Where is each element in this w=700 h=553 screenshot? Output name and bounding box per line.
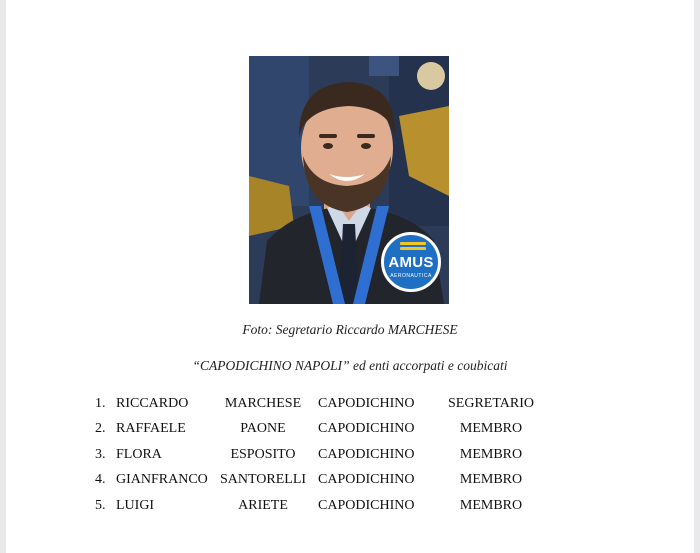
first-name: GIANFRANCO	[116, 472, 208, 487]
list-item	[6, 447, 694, 467]
last-name: ARIETE	[238, 498, 288, 513]
list-item	[6, 421, 694, 441]
secretary-photo	[249, 56, 449, 304]
first-name: LUIGI	[116, 498, 155, 513]
item-number: 4.	[95, 472, 106, 487]
item-number: 2.	[95, 421, 106, 436]
location: CAPODICHINO	[318, 498, 415, 513]
badge-name: AMUS	[388, 254, 434, 271]
location: CAPODICHINO	[318, 447, 415, 462]
last-name: MARCHESE	[224, 396, 302, 411]
last-name: PAONE	[240, 421, 286, 436]
role: MEMBRO	[459, 421, 523, 436]
location: CAPODICHINO	[318, 396, 415, 411]
last-name: SANTORELLI	[219, 472, 307, 487]
location: CAPODICHINO	[318, 421, 415, 436]
item-number: 3.	[95, 447, 106, 462]
location: CAPODICHINO	[318, 472, 415, 487]
section-title: “CAPODICHINO NAPOLI” ed enti accorpati e coubicati	[192, 358, 508, 373]
last-name: ESPOSITO	[230, 447, 296, 462]
role: MEMBRO	[459, 447, 523, 462]
badge-subtitle: AERONAUTICA	[390, 273, 432, 279]
item-number: 1.	[95, 396, 106, 411]
photo-caption: Foto: Segretario Riccardo MARCHESE	[242, 322, 458, 337]
amus-badge	[381, 232, 441, 292]
badge-stripes-icon	[400, 242, 426, 252]
item-number: 5.	[95, 498, 106, 513]
list-item	[6, 472, 694, 492]
role: SEGRETARIO	[448, 396, 534, 411]
document-page	[6, 0, 694, 553]
first-name: RICCARDO	[116, 396, 189, 411]
role: MEMBRO	[459, 472, 523, 487]
list-item	[6, 498, 694, 518]
first-name: RAFFAELE	[116, 421, 186, 436]
first-name: FLORA	[116, 447, 162, 462]
list-item	[6, 396, 694, 416]
role: MEMBRO	[459, 498, 523, 513]
